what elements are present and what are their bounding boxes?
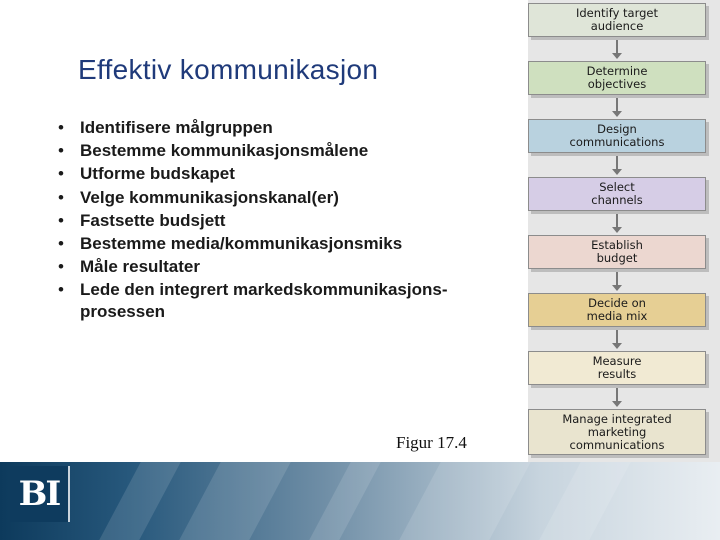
bullet-item: • Fastsette budsjett: [58, 210, 518, 232]
flow-step-label: Determine objectives: [586, 64, 648, 91]
flow-step-measure-results: [528, 351, 706, 385]
flow-step-select-channels: [528, 177, 706, 211]
flow-arrow: [616, 214, 618, 228]
bullet-item: • Bestemme kommunikasjonsmålene: [58, 140, 518, 162]
flow-step-label: Measure results: [592, 354, 642, 381]
flow-arrow: [616, 272, 618, 286]
flow-step-label: Establish budget: [591, 238, 643, 265]
logo-text: BI: [18, 474, 60, 514]
flow-step-label: Identify target audience: [575, 6, 659, 33]
flow-step-identify-target-audience: [528, 3, 706, 37]
figure-caption: Figur 17.4: [396, 433, 467, 452]
flow-arrow: [616, 330, 618, 344]
bullet-list: [58, 117, 518, 325]
flow-step-label: Decide on media mix: [586, 296, 648, 323]
flow-step-label: Design communications: [569, 122, 665, 149]
bi-logo: [10, 466, 70, 522]
bullet-item: • Identifisere målgruppen: [58, 117, 518, 139]
slide-title: Effektiv kommunikasjon: [78, 54, 379, 85]
flow-step-determine-objectives: [528, 61, 706, 95]
bullet-item: • Bestemme media/kommunikasjonsmiks: [58, 233, 518, 255]
flow-arrow: [616, 98, 618, 112]
bullet-item: • Velge kommunikasjonskanal(er): [58, 187, 518, 209]
flow-arrow: [616, 40, 618, 54]
flow-step-decide-media-mix: [528, 293, 706, 327]
bullet-item: • Utforme budskapet: [58, 163, 518, 185]
flow-step-label: Manage integrated marketing communications: [562, 411, 672, 452]
flow-arrow: [616, 388, 618, 402]
bullet-item: • Lede den integrert markedskommunikasjons-prosessen: [58, 279, 518, 323]
bullet-item: • Måle resultater: [58, 256, 518, 278]
flow-step-design-communications: [528, 119, 706, 153]
footer-band: [0, 462, 720, 540]
flow-step-label: Select channels: [591, 180, 643, 207]
flow-step-manage-integrated-marketing-communications: [528, 409, 706, 455]
flow-arrow: [616, 156, 618, 170]
flow-step-establish-budget: [528, 235, 706, 269]
